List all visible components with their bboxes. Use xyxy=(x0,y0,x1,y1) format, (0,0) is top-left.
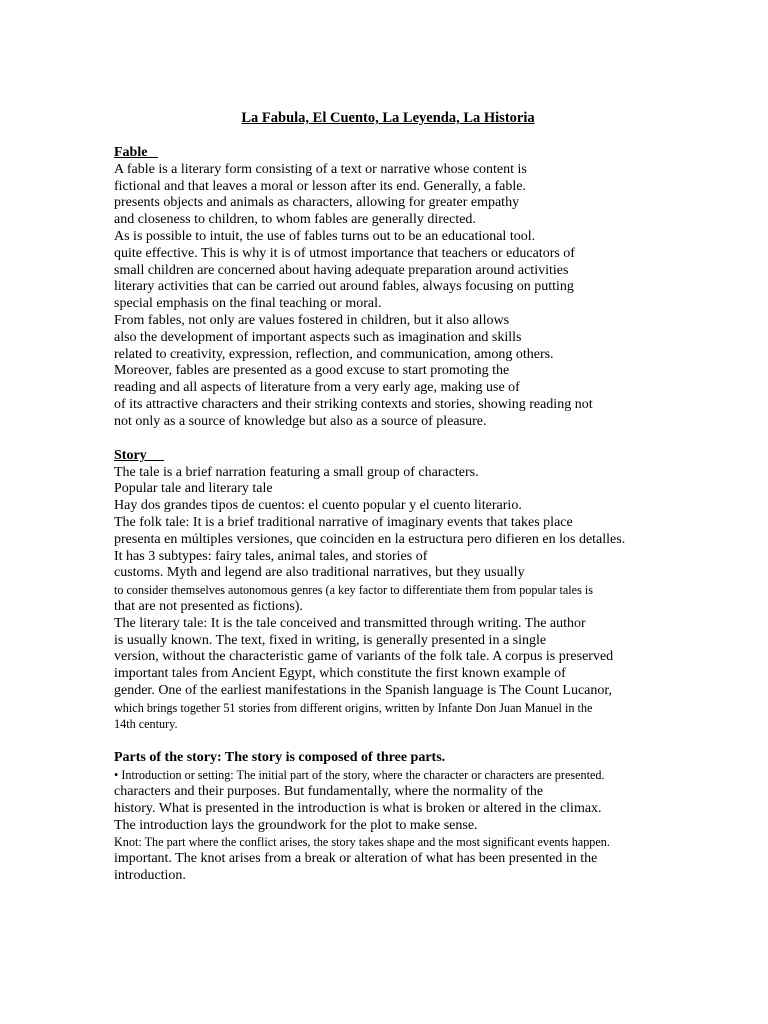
section-heading-fable: Fable xyxy=(114,145,158,160)
text-line: customs. Myth and legend are also traditional narratives, but they usually xyxy=(114,565,525,581)
text-line: The literary tale: It is the tale conceived and transmitted through writing. The author xyxy=(114,615,586,631)
text-line: • Introduction or setting: The initial part of the story, where the character or characters are presented. xyxy=(114,768,605,783)
text-line: The introduction lays the groundwork for the plot to make sense. xyxy=(114,817,478,833)
text-line: small children are concerned about having adequate preparation around activities xyxy=(114,262,569,278)
text-line: A fable is a literary form consisting of a text or narrative whose content is xyxy=(114,161,527,177)
spacer xyxy=(114,733,694,750)
text-line: introduction. xyxy=(114,868,186,884)
text-line: special emphasis on the final teaching or moral. xyxy=(114,296,382,312)
text-line: From fables, not only are values fostered in children, but it also allows xyxy=(114,312,510,328)
text-line: of its attractive characters and their striking contexts and stories, showing reading not xyxy=(114,396,593,412)
spacer xyxy=(114,431,694,448)
text-line: version, without the characteristic game of variants of the folk tale. A corpus is preserved xyxy=(114,649,614,665)
text-line: which brings together 51 stories from different origins, written by Infante Don Juan Manuel in the xyxy=(114,700,593,715)
text-line: Popular tale and literary tale xyxy=(114,481,273,497)
text-line: is usually known. The text, fixed in writing, is generally presented in a single xyxy=(114,632,547,648)
text-line: important. The knot arises from a break or alteration of what has been presented in the xyxy=(114,851,598,867)
text-line: Knot: The part where the conflict arises, the story takes shape and the most significant events happen. xyxy=(114,835,610,850)
text-line: The folk tale: It is a brief traditional narrative of imaginary events that takes place xyxy=(114,514,573,530)
text-line: Hay dos grandes tipos de cuentos: el cuento popular y el cuento literario. xyxy=(114,498,522,514)
text-line: As is possible to intuit, the use of fables turns out to be an educational tool. xyxy=(114,228,536,244)
section-heading-story: Story xyxy=(114,447,165,463)
text-line: quite effective. This is why it is of utmost importance that teachers or educators of xyxy=(114,245,575,261)
section-parts xyxy=(114,750,694,884)
text-line: presenta en múltiples versiones, que coinciden en la estructura pero difieren en los detalles. xyxy=(114,531,626,547)
text-line: fictional and that leaves a moral or lesson after its end. Generally, a fable. xyxy=(114,178,526,194)
text-line: It has 3 subtypes: fairy tales, animal tales, and stories of xyxy=(114,548,428,564)
text-line: history. What is presented in the introduction is what is broken or altered in the climax. xyxy=(114,800,602,816)
text-line: not only as a source of knowledge but also as a source of pleasure. xyxy=(114,413,487,429)
text-line: presents objects and animals as characters, allowing for greater empathy xyxy=(114,195,520,211)
text-line: to consider themselves autonomous genres (a key factor to differentiate them from popular tales is xyxy=(114,583,594,598)
text-line: 14th century. xyxy=(114,717,178,732)
page-title: La Fabula, El Cuento, La Leyenda, La Historia xyxy=(241,110,535,126)
section-story xyxy=(114,448,694,734)
text-line: Moreover, fables are presented as a good excuse to start promoting the xyxy=(114,363,510,379)
text-line: and closeness to children, to whom fables are generally directed. xyxy=(114,212,476,228)
text-line: literary activities that can be carried out around fables, always focusing on putting xyxy=(114,279,574,295)
document-body xyxy=(114,145,694,885)
text-line: characters and their purposes. But fundamentally, where the normality of the xyxy=(114,784,544,800)
section-fable xyxy=(114,145,694,431)
text-line: gender. One of the earliest manifestations in the Spanish language is The Count Lucanor, xyxy=(114,682,612,698)
text-line: that are not presented as fictions). xyxy=(114,598,303,614)
section-heading-parts: Parts of the story: The story is composed of three parts. xyxy=(114,750,446,766)
text-line: related to creativity, expression, reflection, and communication, among others. xyxy=(114,346,554,362)
text-line: reading and all aspects of literature from a very early age, making use of xyxy=(114,380,520,396)
text-line: The tale is a brief narration featuring a small group of characters. xyxy=(114,464,479,480)
text-line: important tales from Ancient Egypt, which constitute the first known example of xyxy=(114,666,566,682)
text-line: also the development of important aspects such as imagination and skills xyxy=(114,329,522,345)
